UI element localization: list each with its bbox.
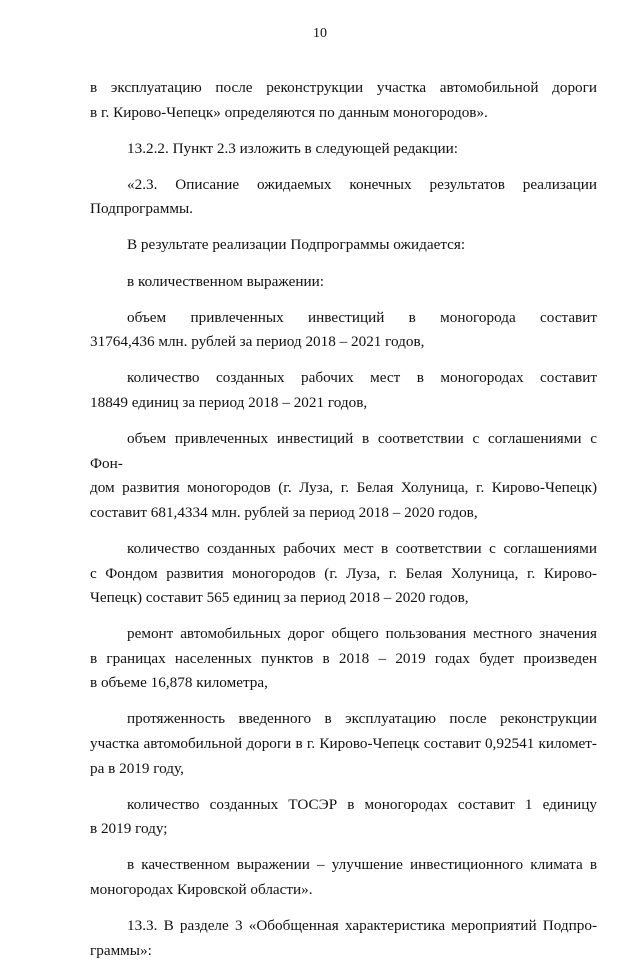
paragraph: [90, 427, 597, 525]
text-line: Чепецк) составит 565 единиц за период 2018 – 2020 годов,: [90, 589, 469, 607]
text-line: ремонт автомобильных дорог общего пользования местного значения: [127, 625, 597, 643]
text-line: количество созданных рабочих мест в соответствии с соглашениями: [127, 539, 597, 557]
paragraph: [90, 233, 597, 258]
text-line: в границах населенных пунктов в 2018 – 2019 годах будет произведен: [90, 649, 597, 667]
text-line: Подпрограммы.: [90, 200, 193, 218]
text-line: 18849 единиц за период 2018 – 2021 годов,: [90, 393, 368, 411]
text-line: составит 681,4334 млн. рублей за период 2018 – 2020 годов,: [90, 503, 478, 521]
text-line: участка автомобильной дороги в г. Кирово-Чепецк составит 0,92541 километ-: [90, 735, 597, 753]
paragraph: [90, 707, 597, 781]
text-line: в эксплуатацию после реконструкции участка автомобильной дороги: [90, 79, 597, 96]
text-line: в качественном выражении – улучшение инвестиционного климата в: [127, 856, 597, 874]
text-line: протяженность введенного в эксплуатацию после реконструкции: [127, 710, 597, 728]
page-number: 10: [313, 26, 327, 41]
paragraph: [90, 366, 597, 415]
text-line: ра в 2019 году,: [90, 759, 184, 777]
paragraph: [90, 914, 597, 963]
paragraph: [90, 853, 597, 902]
paragraph: [90, 270, 597, 295]
paragraph: [90, 306, 597, 355]
text-line: 31764,436 млн. рублей за период 2018 – 2021 годов,: [90, 333, 425, 351]
text-line: количество созданных ТОСЭР в моногородах составит 1 единицу: [127, 795, 597, 813]
text-line: 13.3. В разделе 3 «Обобщенная характеристика мероприятий Подпро-: [127, 917, 597, 935]
text-line: граммы»:: [90, 941, 152, 959]
text-line: в г. Кирово-Чепецк» определяются по данным моногородов».: [90, 103, 488, 121]
paragraph: [90, 537, 597, 611]
paragraph: [90, 76, 597, 125]
text-line: дом развития моногородов (г. Луза, г. Белая Холуница, г. Кирово-Чепецк): [90, 479, 597, 497]
text-line: объем привлеченных инвестиций в соответствии с соглашениями с Фон-: [90, 430, 597, 472]
text-line: с Фондом развития моногородов (г. Луза, г. Белая Холуница, г. Кирово-: [90, 564, 597, 582]
text-line: в объеме 16,878 километра,: [90, 674, 268, 692]
text-line: в количественном выражении:: [127, 272, 324, 290]
text-line: «2.3. Описание ожидаемых конечных результатов реализации: [127, 175, 597, 193]
text-line: В результате реализации Подпрограммы ожидается:: [127, 236, 466, 254]
paragraph: [90, 137, 597, 162]
text-line: 13.2.2. Пункт 2.3 изложить в следующей редакции:: [127, 139, 458, 157]
paragraph: [90, 622, 597, 696]
paragraph: [90, 173, 597, 222]
text-line: в 2019 году;: [90, 820, 168, 838]
document-body: [90, 76, 597, 975]
text-line: моногородах Кировской области».: [90, 881, 313, 899]
text-line: объем привлеченных инвестиций в моногорода составит: [127, 308, 597, 326]
paragraph: [90, 793, 597, 842]
text-line: количество созданных рабочих мест в моногородах составит: [127, 369, 597, 387]
